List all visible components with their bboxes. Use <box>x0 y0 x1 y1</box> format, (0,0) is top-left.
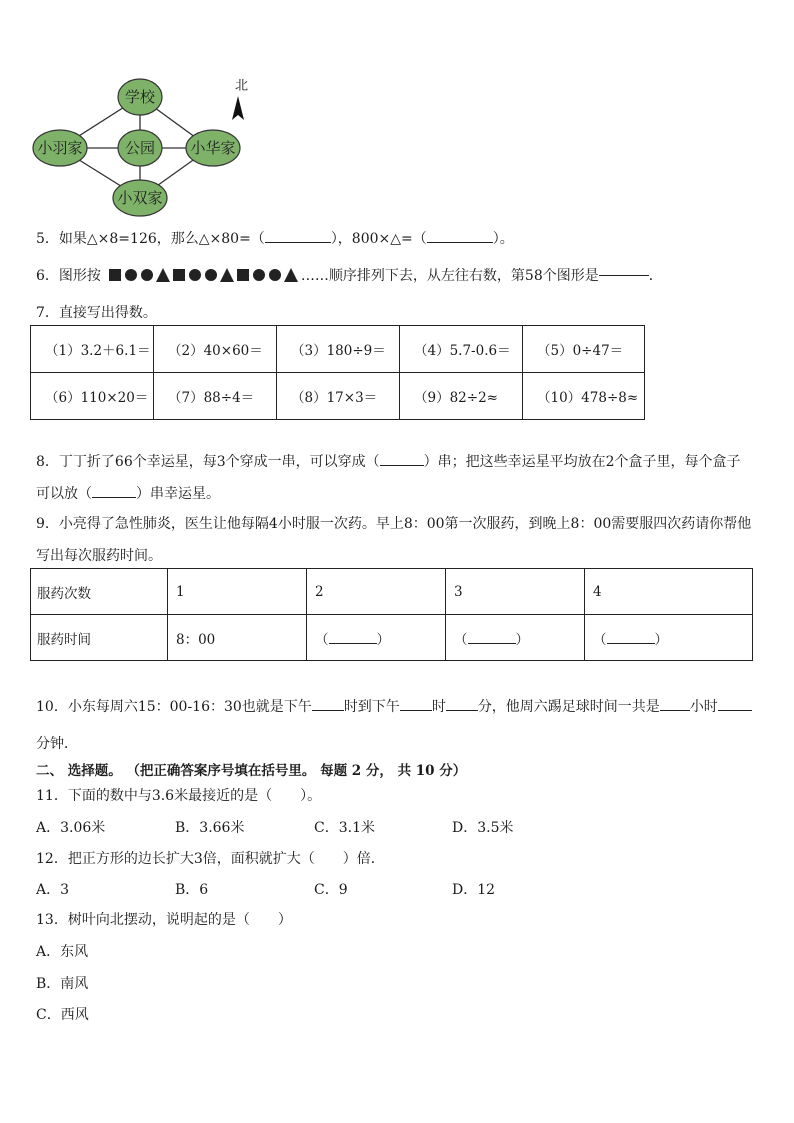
q10-blank-4[interactable] <box>660 709 690 711</box>
q9-answer-blank[interactable] <box>329 642 377 644</box>
q9-header-cell: 服药时间 <box>31 615 168 661</box>
q9-cell: 1 <box>168 569 307 615</box>
question-8-line-1 <box>36 451 741 471</box>
q10-blank-3[interactable] <box>446 709 478 711</box>
square-shape-icon <box>237 269 249 281</box>
square-shape-icon <box>109 269 121 281</box>
q9-cell: 4 <box>585 569 753 615</box>
q9-cell: 8：00 <box>168 615 307 661</box>
q12-option-c[interactable]: C．9 <box>314 882 348 898</box>
direction-map <box>30 72 260 222</box>
map-label-school: 学校 <box>124 88 156 106</box>
q7-cell: （5）0÷47＝ <box>523 326 645 373</box>
q12-option-d[interactable]: D．12 <box>452 882 496 898</box>
q5-answer-blank-1[interactable] <box>265 241 331 243</box>
q6-text-c: ． <box>648 268 663 284</box>
q12-option-b[interactable]: B．6 <box>175 882 209 898</box>
q7-cell: （4）5.7-0.6＝ <box>400 326 523 373</box>
map-label-xiaoshuang: 小双家 <box>117 189 163 207</box>
q13-option-b[interactable]: B．南风 <box>36 976 89 992</box>
q5-answer-blank-2[interactable] <box>427 241 493 243</box>
q11-option-c[interactable]: C．3.1米 <box>314 820 375 836</box>
q6-answer-blank[interactable] <box>599 274 649 276</box>
q9-row-count <box>31 569 753 615</box>
north-label: 北 <box>232 78 247 91</box>
q6-text-a: 6．图形按 <box>36 268 101 284</box>
q10-text-e: 小时 <box>689 699 718 715</box>
question-12-stem: 12．把正方形的边长扩大3倍，面积就扩大（ ）倍． <box>36 851 385 867</box>
question-6 <box>36 265 663 285</box>
q9-open-paren: （ <box>315 631 329 648</box>
q7-cell: （1）3.2＋6.1＝ <box>31 326 154 373</box>
circle-shape-icon <box>141 269 153 281</box>
q8-text-a: 8．丁丁折了66个幸运星，每3个穿成一串，可以穿成（ <box>36 454 380 470</box>
q10-blank-5[interactable] <box>718 709 752 711</box>
q7-cell: （6）110×20＝ <box>31 373 154 420</box>
q13-option-c[interactable]: C．西风 <box>36 1007 89 1023</box>
map-label-park: 公园 <box>124 139 156 157</box>
q7-calc-table <box>30 325 645 420</box>
q12-option-a[interactable]: A．3 <box>36 882 70 898</box>
circle-shape-icon <box>125 269 137 281</box>
q7-title: 7．直接写出得数。 <box>36 305 157 321</box>
q8-text-d: ）串幸运星。 <box>136 486 220 502</box>
q9-open-paren: （ <box>593 631 607 648</box>
q6-shape-sequence <box>107 267 299 283</box>
q7-cell: （3）180÷9＝ <box>277 326 400 373</box>
q10-text-a: 10．小东每周六15：00-16：30也就是下午 <box>36 699 312 715</box>
map-label-xiaohua: 小华家 <box>190 139 236 157</box>
q9-close-paren: ） <box>654 631 668 648</box>
q7-cell: （10）478÷8≈ <box>523 373 645 420</box>
map-node-xiaohua <box>186 130 240 166</box>
q11-option-b[interactable]: B．3.66米 <box>175 820 245 836</box>
q10-blank-1[interactable] <box>312 709 344 711</box>
question-5 <box>36 228 514 248</box>
north-arrow-icon <box>231 96 245 120</box>
map-node-xiaoshuang <box>113 180 167 216</box>
triangle-shape-icon <box>284 268 298 282</box>
q8-answer-blank-2[interactable] <box>92 496 136 498</box>
q10-blank-2[interactable] <box>400 709 432 711</box>
q9-answer-cell[interactable] <box>585 615 753 661</box>
q9-answer-cell[interactable] <box>446 615 585 661</box>
q7-row-2 <box>31 373 645 420</box>
map-node-school <box>118 79 162 115</box>
q9-answer-cell[interactable] <box>307 615 446 661</box>
map-label-xiaoyu: 小羽家 <box>37 139 83 157</box>
q9-close-paren: ） <box>376 631 390 648</box>
q5-text-b: ），800×△=（ <box>330 231 427 247</box>
question-9-line-2: 写出每次服药时间。 <box>36 548 162 564</box>
q11-option-a[interactable]: A．3.06米 <box>36 820 106 836</box>
q7-cell: （2）40×60＝ <box>154 326 277 373</box>
q9-header-cell: 服药次数 <box>31 569 168 615</box>
q5-text-c: ）。 <box>492 231 514 247</box>
q8-text-c: 可以放（ <box>36 486 92 502</box>
q9-answer-blank[interactable] <box>468 642 516 644</box>
map-node-park <box>118 130 162 166</box>
question-11-stem: 11．下面的数中与3.6米最接近的是（ ）。 <box>36 788 322 804</box>
q9-open-paren: （ <box>454 631 468 648</box>
q6-text-b: ……顺序排列下去，从左往右数，第58个图形是 <box>300 268 599 284</box>
question-13-stem: 13．树叶向北摆动，说明起的是（ ） <box>36 912 292 928</box>
q9-medicine-table <box>30 568 753 661</box>
square-shape-icon <box>173 269 185 281</box>
question-8-line-2 <box>36 483 220 503</box>
circle-shape-icon <box>189 269 201 281</box>
q7-cell: （9）82÷2≈ <box>400 373 523 420</box>
q9-answer-blank[interactable] <box>607 642 655 644</box>
q5-text-a: 5．如果△×8=126，那么△×80=（ <box>36 231 265 247</box>
q9-row-time <box>31 615 753 661</box>
triangle-shape-icon <box>220 268 234 282</box>
q7-cell: （7）88÷4＝ <box>154 373 277 420</box>
q13-option-a[interactable]: A．东风 <box>36 944 89 960</box>
q8-text-b: ）串；把这些幸运星平均放在2个盒子里，每个盒子 <box>423 454 741 470</box>
q9-close-paren: ） <box>515 631 529 648</box>
section-2-heading: 二、 选择题。 （把正确答案序号填在括号里。 每题 2 分， 共 10 分） <box>36 763 467 779</box>
q8-answer-blank-1[interactable] <box>380 464 424 466</box>
q11-option-d[interactable]: D．3.5米 <box>452 820 514 836</box>
q9-cell: 3 <box>446 569 585 615</box>
circle-shape-icon <box>253 269 265 281</box>
q7-row-1 <box>31 326 645 373</box>
circle-shape-icon <box>205 269 217 281</box>
q10-text-c: 时 <box>431 699 446 715</box>
q7-cell: （8）17×3＝ <box>277 373 400 420</box>
question-10-line-1 <box>36 696 752 716</box>
question-9-line-1: 9．小亮得了急性肺炎，医生让他每隔4小时服一次药。早上8：00第一次服药，到晚上8：00需要服四次药请你帮他 <box>36 516 752 532</box>
map-node-xiaoyu <box>33 130 87 166</box>
q10-text-b: 时到下午 <box>343 699 400 715</box>
circle-shape-icon <box>269 269 281 281</box>
q9-cell: 2 <box>307 569 446 615</box>
question-10-line-2: 分钟． <box>36 736 78 752</box>
q10-text-d: 分，他周六踢足球时间一共是 <box>477 699 660 715</box>
triangle-shape-icon <box>156 268 170 282</box>
